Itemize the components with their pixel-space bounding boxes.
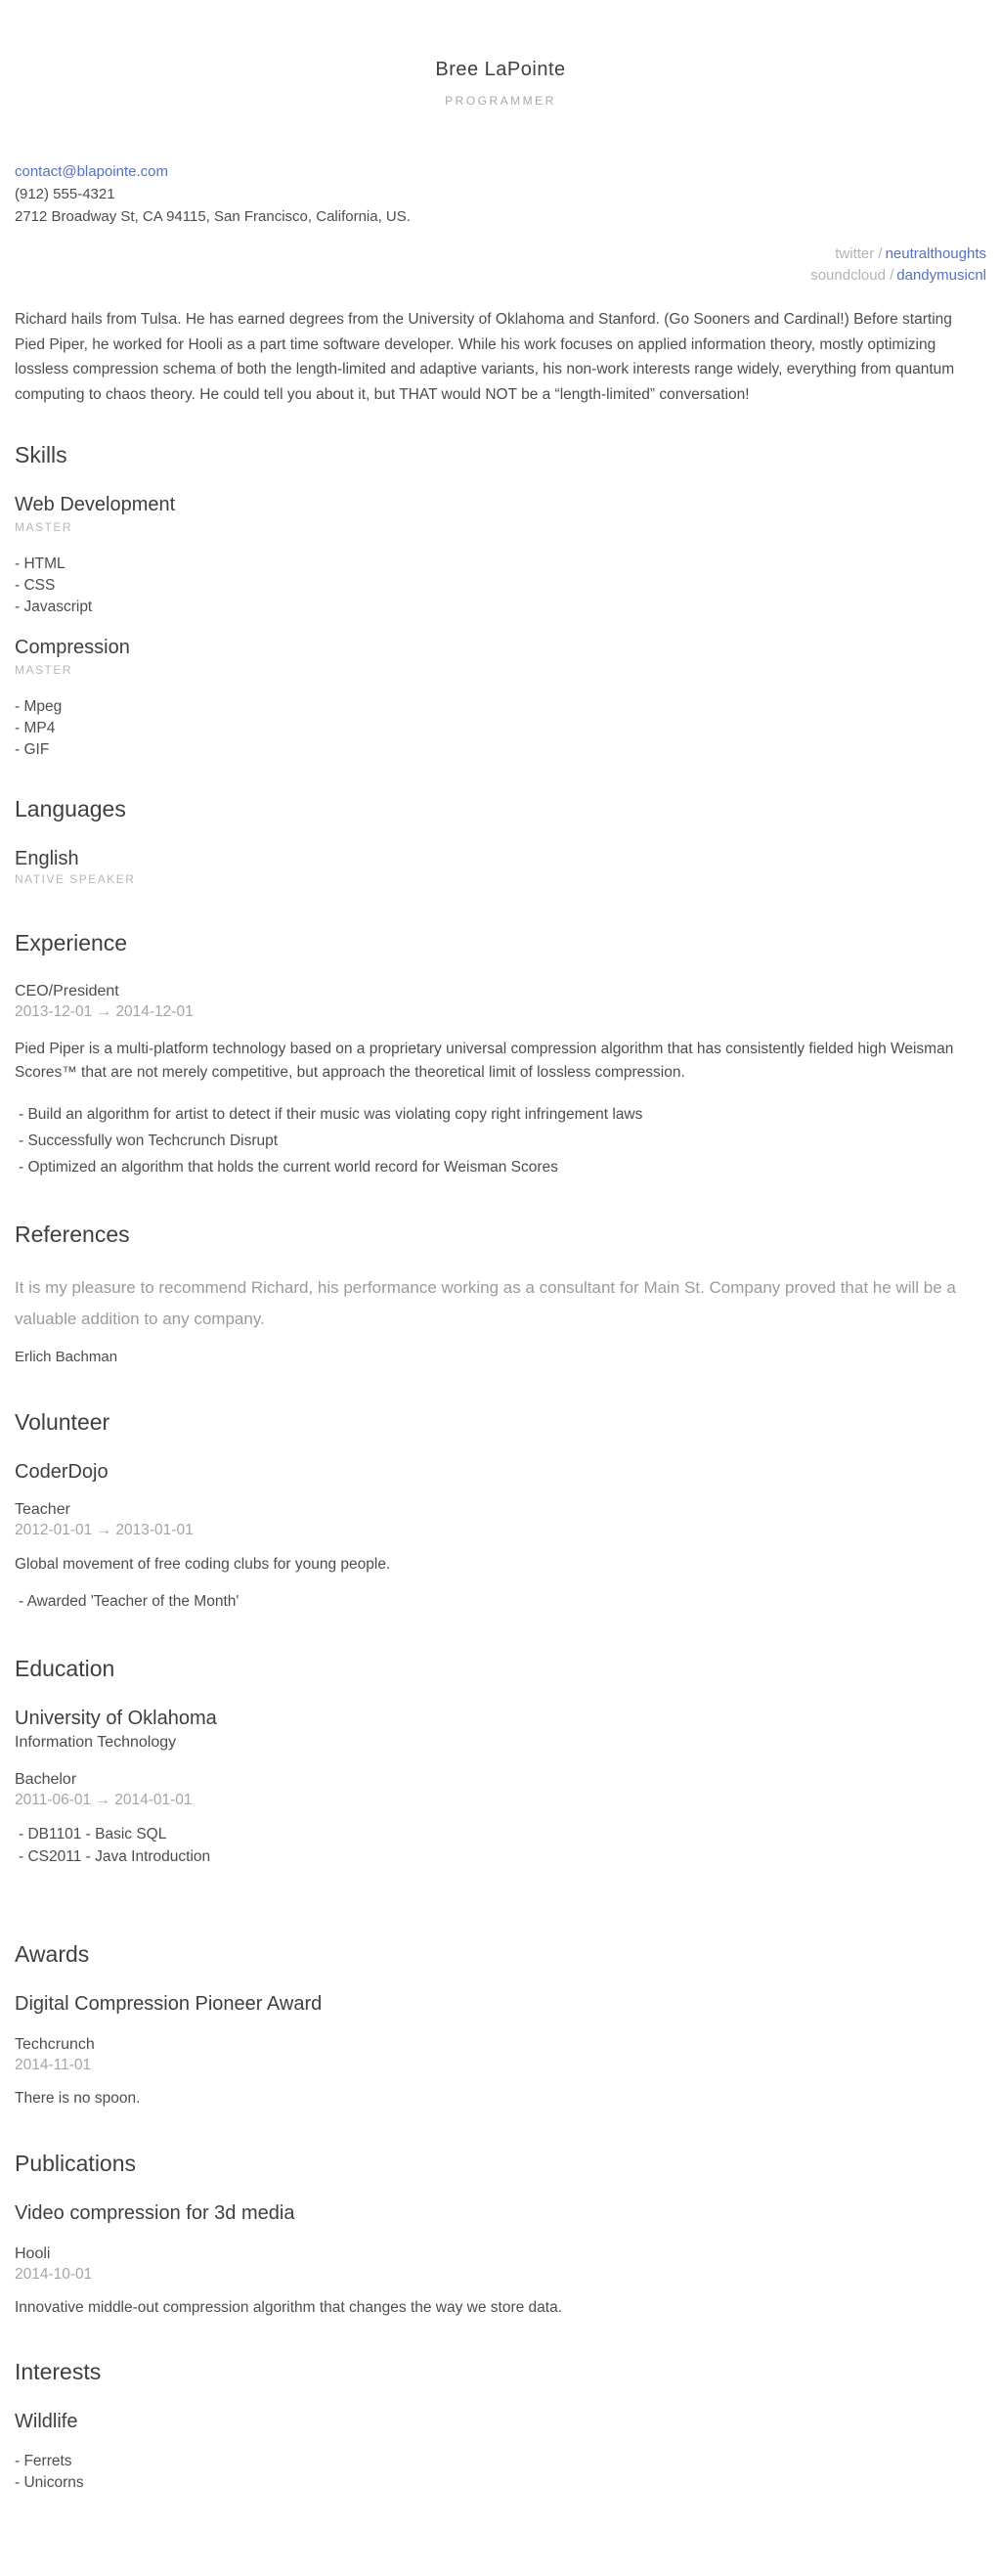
section-awards xyxy=(15,1941,986,2110)
education-courses xyxy=(15,1823,986,1868)
publication-date: 2014-10-01 xyxy=(15,2265,93,2283)
profile-network-label: twitter / xyxy=(835,245,883,262)
highlight-item: - Build an algorithm for artist to detect if their music was violating copy right infringement laws xyxy=(19,1106,643,1123)
keyword-item: - Mpeg xyxy=(15,698,63,715)
award-title: Digital Compression Pioneer Award xyxy=(15,1992,323,2015)
skill-item xyxy=(15,636,986,761)
person-role: PROGRAMMER xyxy=(445,94,556,108)
interest-keywords xyxy=(15,2451,986,2494)
language-item xyxy=(15,847,986,886)
profile-network-label: soundcloud / xyxy=(810,267,894,284)
section-title-experience: Experience xyxy=(15,930,128,955)
education-area: Information Technology xyxy=(15,1733,177,1751)
course-item: - DB1101 - Basic SQL xyxy=(19,1825,167,1843)
volunteer-item xyxy=(15,1460,986,1613)
email-link[interactable]: contact@blapointe.com xyxy=(15,163,168,180)
section-title-volunteer: Volunteer xyxy=(15,1409,110,1435)
volunteer-position: Teacher xyxy=(15,1501,70,1518)
profile-twitter xyxy=(15,244,986,265)
highlight-item: - Awarded 'Teacher of the Month' xyxy=(19,1592,239,1610)
section-experience xyxy=(15,930,986,1180)
skill-item xyxy=(15,493,986,618)
section-title-education: Education xyxy=(15,1655,115,1681)
section-interests xyxy=(15,2359,986,2494)
keyword-item: - Unicorns xyxy=(15,2473,84,2491)
keyword-item: - Javascript xyxy=(15,599,93,615)
work-summary: Pied Piper is a multi-platform technology based on a proprietary universal compression algorithm that has consistently fielded high Weisman Scores™ that are not merely competitive, but approach the theoretical limit of lossless compression. xyxy=(15,1041,954,1081)
volunteer-summary: Global movement of free coding clubs for young people. xyxy=(15,1556,391,1573)
volunteer-organization: CoderDojo xyxy=(15,1461,109,1483)
course-item: - CS2011 - Java Introduction xyxy=(19,1847,211,1865)
reference-item xyxy=(15,1272,986,1366)
work-position: CEO/President xyxy=(15,983,119,999)
publication-name: Video compression for 3d media xyxy=(15,2201,295,2224)
skill-name: Compression xyxy=(15,637,130,658)
publication-summary: Innovative middle-out compression algorithm that changes the way we store data. xyxy=(15,2298,563,2316)
award-item xyxy=(15,1992,986,2110)
education-degree-block xyxy=(15,1769,986,1810)
skill-keywords xyxy=(15,554,986,618)
highlight-item: - Optimized an algorithm that holds the current world record for Weisman Scores xyxy=(19,1159,558,1176)
publication-item xyxy=(15,2201,986,2319)
section-title-publications: Publications xyxy=(15,2150,137,2176)
language-level: NATIVE SPEAKER xyxy=(15,872,136,886)
award-summary: There is no spoon. xyxy=(15,2089,141,2107)
skill-name: Web Development xyxy=(15,494,176,515)
education-item xyxy=(15,1707,986,1868)
volunteer-dates: 2012-01-01 → 2013-01-01 xyxy=(15,1522,194,1538)
education-degree: Bachelor xyxy=(15,1770,77,1788)
section-title-languages: Languages xyxy=(15,796,126,822)
reference-quote: It is my pleasure to recommend Richard, his performance working as a consultant for Main St. Company proved that he will be a valuable addition to any company. xyxy=(15,1278,956,1328)
section-languages xyxy=(15,796,986,886)
profile-soundcloud xyxy=(15,265,986,287)
section-title-interests: Interests xyxy=(15,2358,102,2384)
contact-block xyxy=(15,160,986,228)
education-dates: 2011-06-01 → 2014-01-01 xyxy=(15,1791,193,1808)
twitter-username-link[interactable]: neutralthoughts xyxy=(885,245,986,262)
keyword-item: - HTML xyxy=(15,555,65,572)
person-name: Bree LaPointe xyxy=(435,59,566,80)
publication-publisher: Hooli xyxy=(15,2244,51,2262)
interest-item xyxy=(15,2410,986,2494)
interest-name: Wildlife xyxy=(15,2410,78,2432)
section-education xyxy=(15,1656,986,1868)
section-title-references: References xyxy=(15,1221,130,1247)
keyword-item: - Ferrets xyxy=(15,2452,72,2469)
award-awarder: Techcrunch xyxy=(15,2035,95,2053)
section-skills xyxy=(15,442,986,761)
postal-address: 2712 Broadway St, CA 94115, San Francisco, California, US. xyxy=(15,208,411,225)
work-item xyxy=(15,981,986,1180)
work-dates: 2013-12-01 → 2014-12-01 xyxy=(15,1003,194,1020)
phone-number: (912) 555-4321 xyxy=(15,186,115,202)
skill-level: MASTER xyxy=(15,520,73,534)
soundcloud-username-link[interactable]: dandymusicnl xyxy=(896,267,986,284)
skill-level: MASTER xyxy=(15,663,73,677)
reference-name: Erlich Bachman xyxy=(15,1349,118,1365)
keyword-item: - CSS xyxy=(15,577,56,594)
resume-header xyxy=(15,0,986,108)
skill-keywords xyxy=(15,696,986,761)
award-date: 2014-11-01 xyxy=(15,2056,92,2073)
about-text: Richard hails from Tulsa. He has earned degrees from the University of Oklahoma and Stanford. (Go Sooners and Cardinal!) Before starting Pied Piper, he worked for Hooli as a part time software developer. While his work focuses on applied information theory, mostly optimizing lossless compression schema of both the length-limited and adaptive variants, his non-work interests range widely, everything from quantum computing to chaos theory. He could tell you about it, but THAT would NOT be a “length-limited” conversation! xyxy=(15,311,955,403)
section-references xyxy=(15,1221,986,1366)
highlight-item: - Successfully won Techcrunch Disrupt xyxy=(19,1133,279,1149)
social-profiles xyxy=(15,244,986,287)
keyword-item: - MP4 xyxy=(15,720,56,736)
section-title-awards: Awards xyxy=(15,1940,90,1967)
language-name: English xyxy=(15,848,79,869)
keyword-item: - GIF xyxy=(15,741,50,758)
education-institution: University of Oklahoma xyxy=(15,1707,217,1729)
volunteer-highlights xyxy=(15,1591,986,1613)
work-highlights xyxy=(15,1101,986,1180)
section-publications xyxy=(15,2151,986,2319)
section-volunteer xyxy=(15,1409,986,1613)
section-title-skills: Skills xyxy=(15,442,67,467)
